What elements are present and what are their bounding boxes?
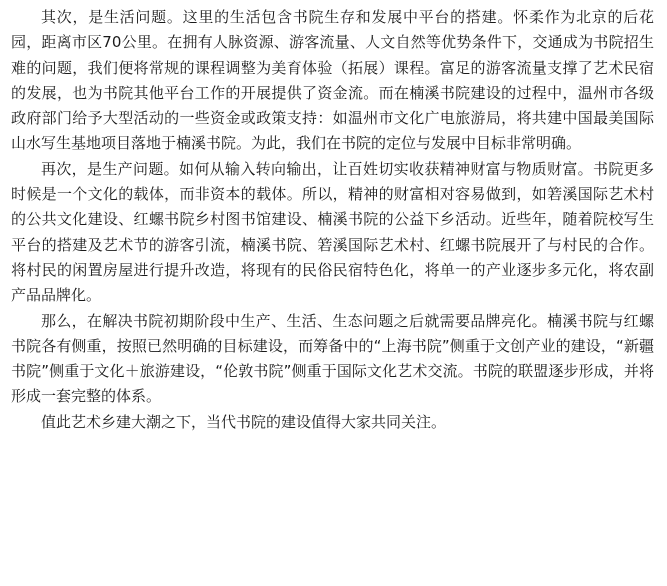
paragraph-conclusion: 值此艺术乡建大潮之下，当代书院的建设值得大家共同关注。 xyxy=(41,412,447,431)
paragraph-production-issue: 再次，是生产问题。如何从输入转向输出，让百姓切实收获精神财富与物质财富。书院更多时候是一个文化的载体，而非资本的载体。所以，精神的财富相对容易做到，如箬溪国际艺术村的公共文化建设、红螺书院乡村图书馆建设、楠溪书院的公益下乡活动。近些年，随着院校写生平台的搭建及艺术节的游客引流，楠溪书院、箬溪国际艺术村、红螺书院展开了与村民的合作。将村民的闲置房屋进行提升改造，将现有的民俗民宿特色化，将单一的产业逐步多元化，将农副产品品牌化。 xyxy=(11,159,654,305)
paragraph-living-issue: 其次，是生活问题。这里的生活包含书院生存和发展中平台的搭建。怀柔作为北京的后花园，距离市区70公里。在拥有人脉资源、游客流量、人文自然等优势条件下，交通成为书院招生难的问题，我们便将常规的课程调整为美育体验（拓展）课程。富足的游客流量支撑了艺术民宿的发展，也为书院其他平台工作的开展提供了资金流。而在楠溪书院建设的过程中，温州市各级政府部门给予大型活动的一些资金或政策支持：如温州市文化广电旅游局，将共建中国最美国际山水写生基地项目落地于楠溪书院。为此，我们在书院的定位与发展中目标非常明确。 xyxy=(11,8,654,153)
paragraph-brand-building: 那么，在解决书院初期阶段中生产、生活、生态问题之后就需要品牌亮化。楠溪书院与红螺书院各有侧重，按照已然明确的目标建设，而筹备中的“上海书院”侧重于文创产业的建设，“新疆书院”侧重于文化＋旅游建设，“伦敦书院”侧重于国际文化艺术交流。书院的联盟逐步形成，并将形成一套完整的体系。 xyxy=(11,311,654,406)
